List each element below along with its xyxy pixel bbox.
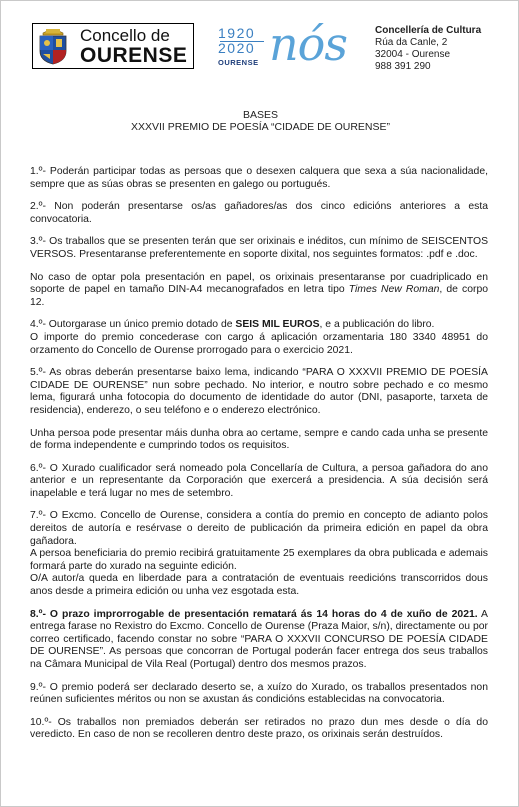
logo-text-ourense: OURENSE	[80, 44, 188, 67]
doc-heading: BASES	[242, 109, 279, 121]
header	[1, 1, 519, 91]
clause-5-text: 5.º- As obras deberán presentarse baixo lema, indicando “PARA O XXXVII PREMIO DE POESÍA CIDADE DE OURENSE” nun sobre pechado. No interior, e noutro sobre pechado e co mesmo lema, figurará unha fotocopia do documento de identidade do autor (DNI, pasaporte, tarxeta de residencia), enderezo, o seu teléfono e o enderezo electrónico.	[30, 367, 488, 416]
logo-text-concello: Concello de	[80, 26, 170, 45]
clause-9	[30, 682, 488, 707]
concello-logo	[32, 23, 194, 69]
clause-9-text: 9.º- O premio poderá ser declarado deserto se, a xuízo do Xurado, os traballos presentados non reúnen suficientes méritos ou non se axustan ás condicións establecidas na convocatoria.	[30, 681, 488, 706]
clause-8	[30, 609, 488, 672]
deadline: 8.º- O prazo improrrogable de presentación rematará ás 14 horas do 4 de xuño de 2021.	[30, 608, 478, 620]
clause-7-text-a: 7.º- O Excmo. Concello de Ourense, considera a contía do premio en concepto de adianto polos dereitos de autoría e resérvase o dereito de publicación da primeira edición en papel da obra gañadora.	[30, 510, 488, 547]
prize-amount: SEIS MIL EUROS	[235, 319, 320, 331]
clause-10-text: 10.º- Os traballos non premiados deberán ser retirados no prazo dun mes desde o día do veredicto. En caso de non se recolleren dentro deste prazo, os orixinais serán destruídos.	[30, 716, 488, 741]
bases-body	[30, 166, 488, 752]
clause-3	[30, 236, 488, 261]
centenary-wordmark: nós	[269, 17, 347, 71]
clause-3-paper-text-a: No caso de optar pola presentación en papel, os orixinais presentaranse por cuadriplicado en soporte de papel en tamaño DIN-A4 mecanografados en letra tipo	[30, 271, 488, 296]
clause-5-extra-text: Unha persoa pode presentar máis dunha obra ao certame, sempre e cando cada unha se presente de forma independente e cumprindo todos os requisitos.	[30, 427, 488, 452]
clause-2-text: 2.º- Non poderán presentarse os/as gañadores/as dos cinco edicións anteriores a esta convocatoria.	[30, 201, 488, 225]
clause-4-text-a: 4.º- Outorgarase un único premio dotado de	[30, 319, 236, 331]
clause-6	[30, 463, 488, 501]
clause-1	[30, 166, 488, 191]
clause-6-text: 6.º- O Xurado cualificador será nomeado pola Concellaría de Cultura, a persoa gañadora do ano anterior e un representante da Corporación que exercerá a presidencia. A súa decisión será inapelable e terá lugar no mes de setembro.	[30, 462, 488, 499]
clause-10	[30, 717, 488, 742]
clause-4	[30, 319, 488, 357]
clause-3-paper-text-b: , de corpo 12.	[30, 284, 489, 308]
font-name: Times New Roman	[348, 284, 440, 296]
centenary-logo	[216, 17, 356, 71]
clause-4-text-c: O importe do premio concederase con cargo á aplicación orzamentaria 180 3340 48951 do orzamento do Concello de Ourense prorrogado para o exercicio 2021.	[30, 331, 488, 356]
clause-3-paper	[30, 272, 488, 310]
coat-of-arms-icon	[37, 27, 69, 65]
clause-5-extra	[30, 428, 488, 453]
clause-7-text-b: A persoa beneficiaria do premio recibirá gratuitamente 25 exemplares da obra publicada e ademais formará parte do xurado na seguinte edición.	[30, 548, 488, 572]
clause-7-text-c: O/A autor/a queda en liberdade para a contratación de eventuais reedicións transcorridos dous anos desde a primeira edición ou unha vez esgotada esta.	[30, 573, 488, 598]
contact-phone: 988 391 290	[375, 61, 431, 72]
clause-1-text: 1.º- Poderán participar todas as persoas que o desexen calquera que sexa a súa nacionalidade, sempre que as súas obras se presenten en galego ou portugués.	[30, 166, 488, 190]
centenary-city: OURENSE	[218, 58, 259, 67]
clause-8-text: A entrega farase no Rexistro do Excmo. Concello de Ourense (Praza Maior, s/n), directamente ou por correo certificado, facendo constar no sobre “PARA O XXXVII CONCURSO DE POESÍA CIDADE DE OURENSE”. As persoas que concorran de Portugal poderán facer entrega dos seus traballos na Câmara Municipal de Vila Real (Portugal) dentro dos mesmos prazos.	[30, 608, 488, 670]
clause-7	[30, 510, 488, 598]
clause-4-text-b: , e a publicación do libro.	[319, 319, 435, 331]
clause-5	[30, 367, 488, 417]
contact-department: Concellería de Cultura	[375, 25, 482, 36]
contact-block	[375, 25, 481, 73]
centenary-year-start: 1920	[218, 25, 256, 41]
centenary-year-end: 2020	[218, 40, 256, 56]
contact-address: Rúa da Canle, 2	[375, 37, 448, 48]
doc-title: XXXVII PREMIO DE POESÍA “CIDADE DE OURENSE”	[130, 121, 391, 133]
clause-3-text: 3.º- Os traballos que se presenten terán que ser orixinais e inéditos, cun mínimo de SEISCENTOS VERSOS. Presentaranse preferentemente en soporte dixital, nos seguintes formatos: .pdf e .doc.	[30, 236, 488, 260]
contact-postal: 32004 - Ourense	[375, 49, 451, 60]
clause-2	[30, 201, 488, 226]
